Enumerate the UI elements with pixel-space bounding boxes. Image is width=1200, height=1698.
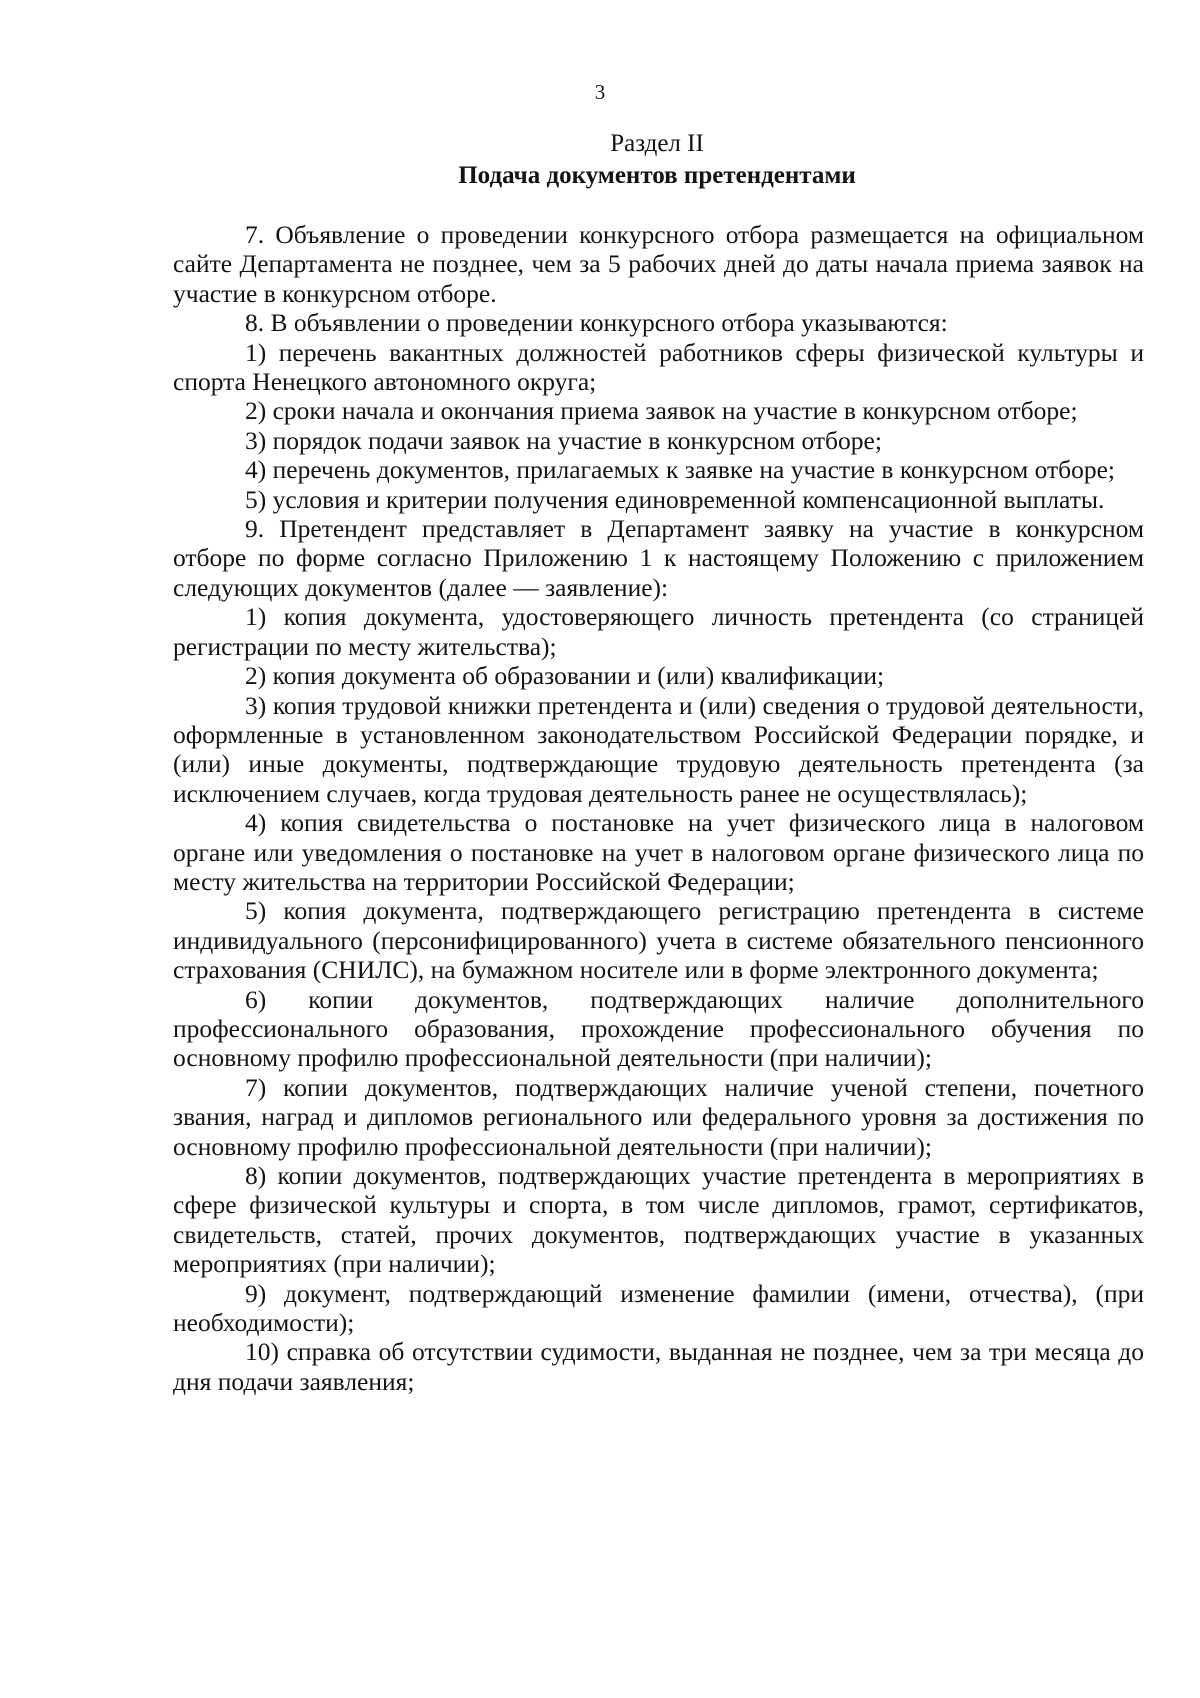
section-heading	[170, 128, 1144, 192]
list-item-9-7: 7) копии документов, подтверждающих наличие ученой степени, почетного звания, наград и дипломов регионального или федерального уровня за достижения по основному профилю профессиональной деятельности (при наличии);	[173, 1072, 1144, 1161]
list-item-9-3: 3) копия трудовой книжки претендента и (или) сведения о трудовой деятельности, оформленные в установленном законодательством Российской Федерации порядке, и (или) иные документы, подтверждающие трудовую деятельность претендента (за исключением случаев, когда трудовая деятельность ранее не осуществлялась);	[173, 690, 1144, 808]
section-label: Раздел II	[610, 130, 704, 157]
list-item-9-10: 10) справка об отсутствии судимости, выданная не позднее, чем за три месяца до дня подачи заявления;	[173, 1337, 1144, 1396]
list-item-8-1: 1) перечень вакантных должностей работников сферы физической культуры и спорта Ненецкого автономного округа;	[173, 337, 1144, 397]
list-item-8-3: 3) порядок подачи заявок на участие в конкурсном отборе;	[245, 425, 882, 455]
list-item-9-6: 6) копии документов, подтверждающих наличие дополнительного профессионального образования, прохождение профессионального обучения по основному профилю профессиональной деятельности (при наличии);	[173, 984, 1144, 1073]
paragraph-7: 7. Объявление о проведении конкурсного отбора размещается на официальном сайте Департамента не позднее, чем за 5 рабочих дней до даты начала приема заявок на участие в конкурсном отборе.	[173, 220, 1144, 308]
document-body	[173, 220, 1144, 1396]
list-item-9-5: 5) копия документа, подтверждающего регистрацию претендента в системе индивидуального (персонифицированного) учета в системе обязательного пенсионного страхования (СНИЛС), на бумажном носителе или в форме электронного документа;	[173, 896, 1144, 985]
section-title: Подача документов претендентами	[458, 162, 856, 189]
list-item-9-9: 9) документ, подтверждающий изменение фамилии (имени, отчества), (при необходимости);	[173, 1278, 1144, 1338]
list-item-8-5: 5) условия и критерии получения единовременной компенсационной выплаты.	[245, 484, 1105, 514]
list-item-9-8: 8) копии документов, подтверждающих участие претендента в мероприятиях в сфере физической культуры и спорта, в том числе дипломов, грамот, сертификатов, свидетельств, статей, прочих документов, подтверждающих участие в указанных мероприятиях (при наличии);	[173, 1161, 1144, 1279]
list-item-8-4: 4) перечень документов, прилагаемых к заявке на участие в конкурсном отборе;	[245, 455, 1116, 485]
paragraph-9: 9. Претендент представляет в Департамент заявку на участие в конкурсном отборе по форме согласно Приложению 1 к настоящему Положению с приложением следующих документов (далее — заявление):	[173, 514, 1144, 602]
list-item-9-4: 4) копия свидетельства о постановке на учет физического лица в налоговом органе или уведомления о постановке на учет в налоговом органе физического лица по месту жительства на территории Российской Федерации;	[173, 808, 1144, 896]
paragraph-8: 8. В объявлении о проведении конкурсного отбора указываются:	[245, 308, 948, 338]
list-item-8-2: 2) сроки начала и окончания приема заявок на участие в конкурсном отборе;	[245, 396, 1078, 426]
list-item-9-1: 1) копия документа, удостоверяющего личность претендента (со страницей регистрации по месту жительства);	[173, 602, 1144, 661]
list-item-9-2: 2) копия документа об образовании и (или) квалификации;	[245, 661, 885, 691]
page-number: 3	[594, 80, 606, 104]
